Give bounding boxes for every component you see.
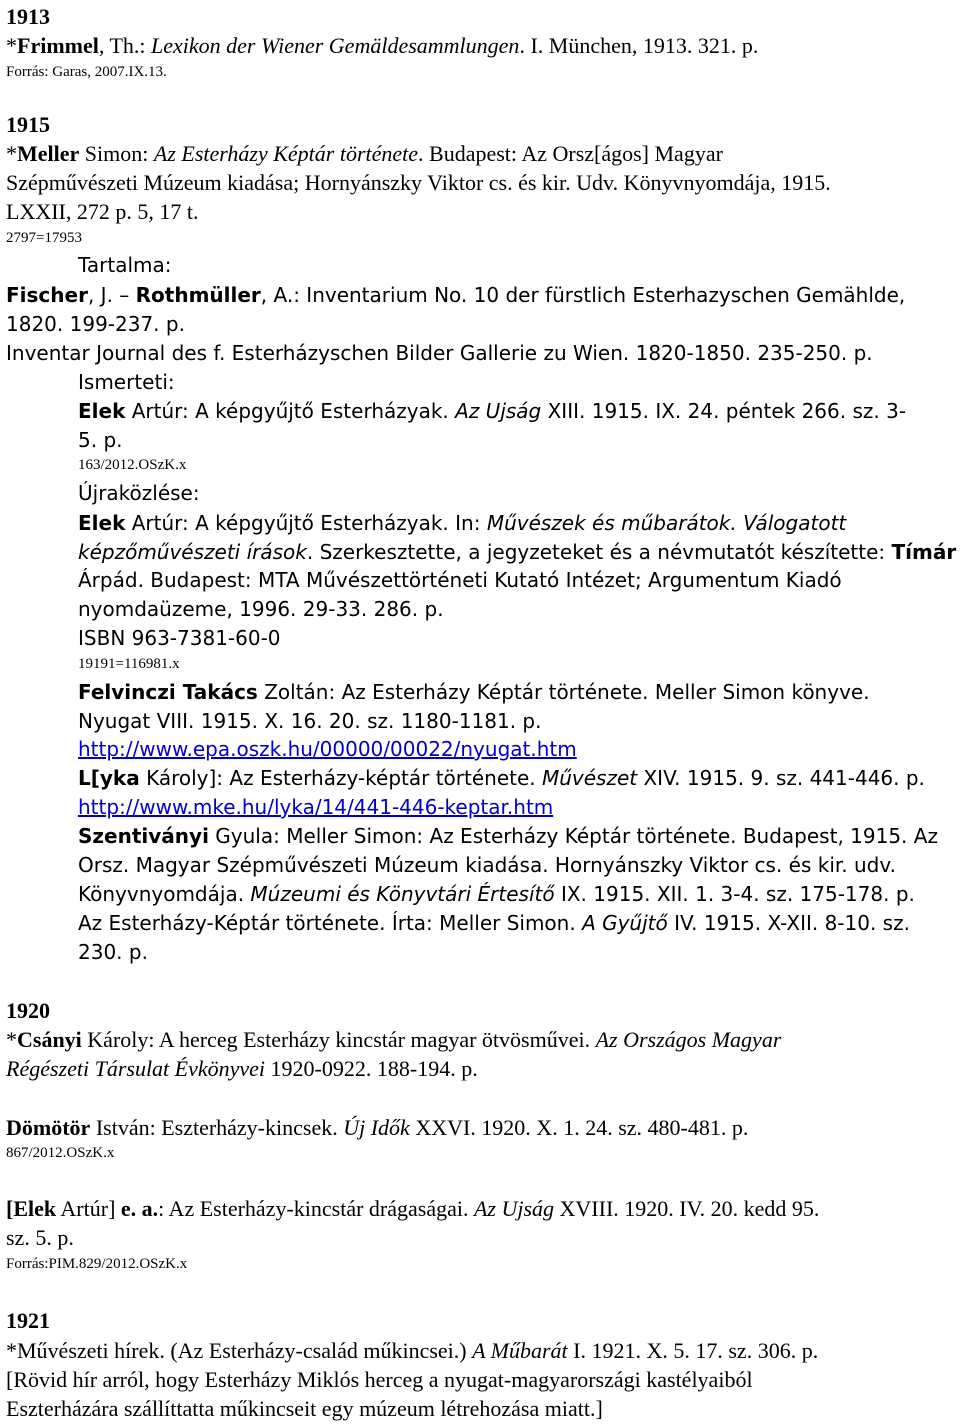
catalog-id: 19191=116981.x — [78, 656, 180, 672]
entry-muveszeti-hirek-line2: [Rövid hír arról, hogy Esterházy Miklós herceg a nyugat-magyarországi kastélyaiból — [6, 1367, 753, 1392]
entry-meller: *Meller Simon: Az Esterházy Képtár története. Budapest: Az Orsz[ágos] Magyar — [6, 141, 723, 166]
entry-meller-line2: Szépművészeti Múzeum kiadása; Hornyánszky Viktor cs. és kir. Udv. Könyvnyomdája, 1915. — [6, 170, 831, 195]
url-link[interactable] — [78, 793, 553, 822]
year-heading-1921: 1921 — [6, 1308, 50, 1333]
entry-elek-3-line2: sz. 5. p. — [6, 1225, 74, 1250]
entry-elek-3: [Elek Artúr] e. a.: Az Esterházy-kincstár drágaságai. Az Ujság XVIII. 1920. IV. 20. kedd 95. — [6, 1196, 820, 1221]
lyka-link[interactable]: http://www.mke.hu/lyka/14/441-446-keptar.htm — [78, 795, 554, 819]
url-link[interactable] — [78, 735, 577, 764]
entry-inventar: Inventar Journal des f. Esterházyschen Bilder Gallerie zu Wien. 1820-1850. 235-250. p. — [6, 341, 873, 365]
year-heading-1913: 1913 — [6, 4, 50, 29]
catalog-id: 867/2012.OSzK.x — [6, 1145, 115, 1161]
entry-frimmel: *Frimmel, Th.: Lexikon der Wiener Gemäldesammlungen. I. München, 1913. 321. p. — [6, 33, 759, 58]
entry-felvinczi: Felvinczi Takács Zoltán: Az Esterházy Képtár története. Meller Simon könyve. — [78, 680, 870, 704]
year-heading-1915: 1915 — [6, 112, 50, 137]
reprint-label: Újraközlése: — [78, 481, 200, 505]
entry-muveszeti-hirek: *Művészeti hírek. (Az Esterházy-család műkincsei.) A Műbarát I. 1921. X. 5. 17. sz. 306. p. — [6, 1338, 819, 1363]
source-note: Forrás:PIM.829/2012.OSzK.x — [6, 1256, 188, 1272]
contents-label: Tartalma: — [78, 253, 172, 277]
catalog-id: 163/2012.OSzK.x — [78, 457, 187, 473]
entry-elek-1-line2: 5. p. — [78, 428, 123, 452]
source-note: Forrás: Garas, 2007.IX.13. — [6, 64, 167, 80]
entry-fischer: Fischer, J. – Rothmüller, A.: Inventarium No. 10 der fürstlich Esterhazyschen Gemählde, — [6, 283, 906, 307]
entry-szentivanyi-line5: 230. p. — [78, 940, 148, 964]
entry-csanyi-line2: Régészeti Társulat Évkönyvei 1920-0922. 188-194. p. — [6, 1056, 478, 1081]
entry-fischer-line2: 1820. 199-237. p. — [6, 312, 185, 336]
entry-elek-2-line4: nyomdaüzeme, 1996. 29-33. 286. p. — [78, 597, 444, 621]
entry-meller-line3: LXXII, 272 p. 5, 17 t. — [6, 199, 199, 224]
entry-muveszeti-hirek-line3: Eszterházára szállíttatta műkincseit egy múzeum létrehozása miatt.] — [6, 1396, 603, 1421]
entry-domotor: Dömötör István: Eszterházy-kincsek. Új Idők XXVI. 1920. X. 1. 24. sz. 480-481. p. — [6, 1115, 749, 1140]
entry-szentivanyi: Szentiványi Gyula: Meller Simon: Az Esterházy Képtár története. Budapest, 1915. Az — [78, 824, 938, 848]
entry-szentivanyi-line2: Orsz. Magyar Szépművészeti Múzeum kiadása. Hornyánszky Viktor cs. és kir. udv. — [78, 853, 897, 877]
review-label: Ismerteti: — [78, 370, 175, 394]
entry-elek-2: Elek Artúr: A képgyűjtő Esterházyak. In: Művészek és műbarátok. Válogatott — [78, 511, 847, 535]
entry-elek-1: Elek Artúr: A képgyűjtő Esterházyak. Az Ujság XIII. 1915. IX. 24. péntek 266. sz. 3- — [78, 399, 907, 423]
entry-elek-2-line2: képzőművészeti írások. Szerkesztette, a jegyzeteket és a névmutatót készítette: Tímár — [78, 540, 957, 564]
entry-szentivanyi-line3: Könyvnyomdája. Múzeumi és Könyvtári Értesítő IX. 1915. XII. 1. 3-4. sz. 175-178. p. — [78, 882, 915, 906]
catalog-id: 2797=17953 — [6, 230, 82, 246]
entry-lyka: L[yka Károly]: Az Esterházy-képtár története. Művészet XIV. 1915. 9. sz. 441-446. p. — [78, 766, 925, 790]
entry-elek-2-line3: Árpád. Budapest: MTA Művészettörténeti Kutató Intézet; Argumentum Kiadó — [78, 568, 842, 592]
entry-csanyi: *Csányi Károly: A herceg Esterházy kincstár magyar ötvösművei. Az Országos Magyar — [6, 1027, 782, 1052]
year-heading-1920: 1920 — [6, 998, 50, 1023]
nyugat-link[interactable]: http://www.epa.oszk.hu/00000/00022/nyugat.htm — [78, 737, 577, 761]
entry-felvinczi-line2: Nyugat VIII. 1915. X. 16. 20. sz. 1180-1181. p. — [78, 709, 542, 733]
entry-szentivanyi-line4: Az Esterházy-Képtár története. Írta: Meller Simon. A Gyűjtő IV. 1915. X-XII. 8-10. sz. — [78, 911, 910, 935]
isbn: ISBN 963-7381-60-0 — [78, 626, 281, 650]
